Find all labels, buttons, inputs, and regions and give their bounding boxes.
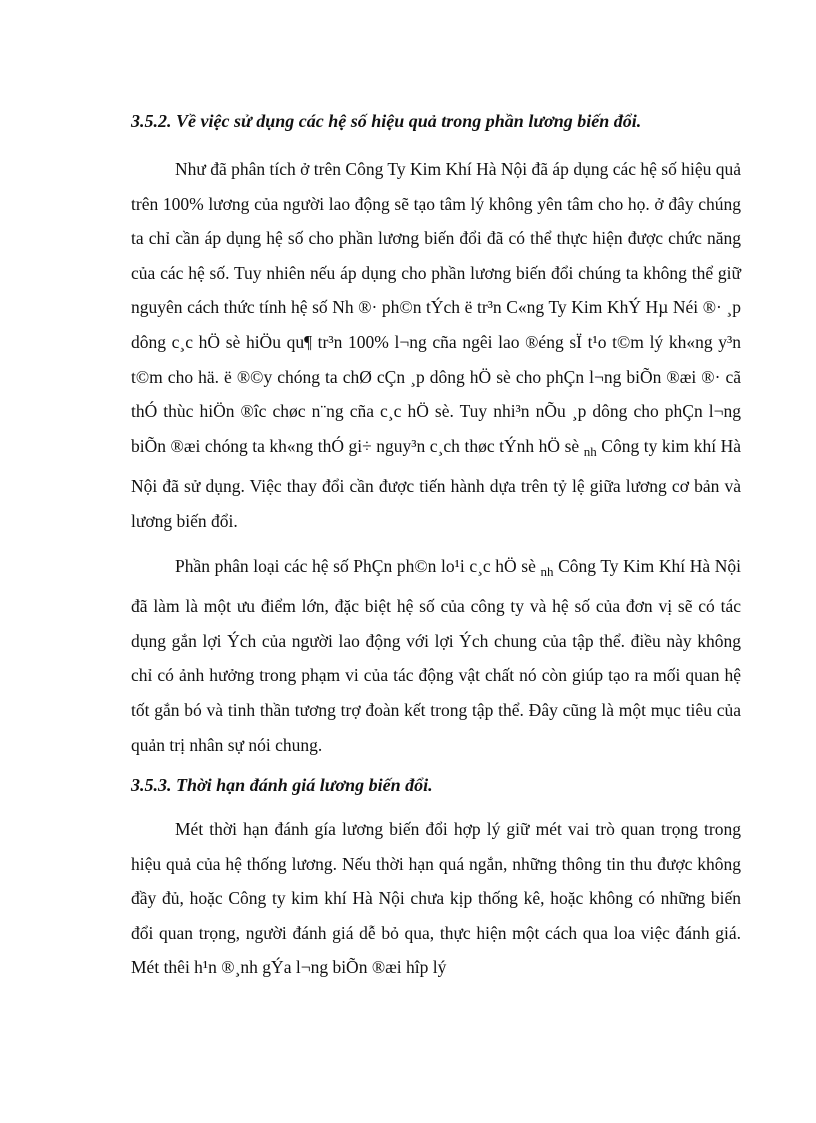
paragraph-text: Như đã phân tích ở trên Công Ty Kim Khí Hà Nội đã áp dụng các hệ số hiệu quả trên 100% lương của người lao động sẽ tạo tâm lý không yên tâm cho họ. ở đây chúng ta chỉ cần áp dụng hệ số cho phần lương biến đổi đã có thể thực hiện được chức năng của các hệ số. Tuy nhiên nếu áp dụng cho phần lương biến đổi chúng ta không thể giữ nguyên cách thức tính hệ số Nh ®· ph©n tÝch ë tr³n C«ng Ty Kim KhÝ Hµ Néi ®· ¸p dông c¸c hÖ sè hiÖu qu¶ tr³n 100% l¬ng cña ngêi lao ®éng sÏ t¹o t©m lý kh«ng y³n t©m cho hä. ë ®©y chóng ta chØ cÇn ¸p dông hÖ sè cho phÇn l¬ng biÕn ®æi ®· cã thÓ thùc hiÖn ®îc chøc n¨ng cña c¸c hÖ sè. Tuy nhi³n nÕu ¸p dông cho phÇn l¬ng biÕn ®æi chóng ta kh«ng thÓ gi÷ nguy³n c¸ch thøc tÝnh hÖ sè [131,159,741,456]
paragraph-text-tail: Công Ty Kim Khí Hà Nội đã làm là một ưu điểm lớn, đặc biệt hệ số của công ty và hệ số của đơn vị sẽ có tác dụng gắn lợi Ých của người lao động với lợi Ých chung của tập thể. điều này không chỉ có ảnh hưởng trong phạm vi của tác động vật chất nó còn giúp tạo ra mối quan hệ tốt gắn bó và tinh thần tương trợ đoàn kết trong tập thể. Đây cũng là một mục tiêu của quản trị nhân sự nói chung. [131,555,742,755]
paragraph-variable-salary-coefficients [131,152,741,539]
section-heading-3-5-2: 3.5.2. Về việc sử dụng các hệ số hiệu quả trong phần lương biến đổi. [131,111,642,131]
document-page [131,104,741,991]
section-heading-3-5-3: 3.5.3. Thời hạn đánh giá lương biến đổi. [131,775,433,796]
subscript-text: nh [583,443,597,459]
paragraph-text-tail: Công ty kim khí Hà Nội đã sử dụng. Việc thay đổi cần được tiến hành dựa trên tỷ lệ giữa lương cơ bản và lương biến đổi. [131,435,742,531]
paragraph-coefficient-classification [131,549,741,763]
paragraph-evaluation-period: Mét thời hạn đánh gía lương biến đổi hợp lý giữ mét vai trò quan trọng trong hiệu quả của hệ thống lương. Nếu thời hạn quá ngắn, những thông tin thu được không đầy đủ, hoặc Công ty kim khí Hà Nội chưa kịp thống kê, hoặc không có những biến đổi quan trọng, người đánh giá dễ bỏ qua, thực hiện một cách qua loa việc đánh giá. Mét thêi h¹n ®¸nh gÝa l¬ng biÕn ®æi hîp lý [131,819,741,978]
paragraph-text: Phần phân loại các hệ số PhÇn ph©n lo¹i c¸c hÖ sè [175,555,536,576]
subscript-text: nh [540,563,554,579]
